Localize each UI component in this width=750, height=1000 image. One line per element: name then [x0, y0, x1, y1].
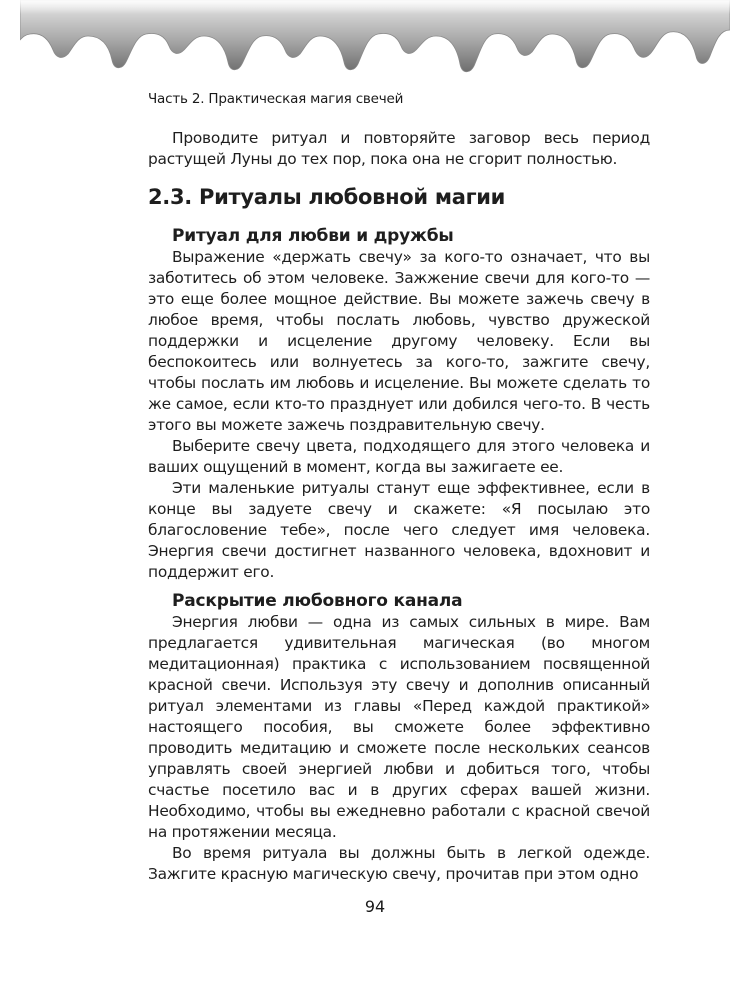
running-header: Часть 2. Практическая магия свечей — [148, 91, 404, 107]
section-title: 2.3. Ритуалы любовной магии — [148, 185, 506, 209]
paragraph: Выражение «держать свечу» за кого-то означает, что вы заботитесь об этом человеке. Зажжение свечи для кого-то — это еще более мощное действие. Вы можете зажечь свечу в любое время, чтобы послать любовь, чувство дружеской поддержки и исцеление другому человеку. Если вы беспокоитесь или волнуетесь за кого-то, зажгите свечу, чтобы послать им любовь и исцеление. Вы можете сделать то же самое, если кто-то празднует или добился чего-то. В честь этого вы можете зажечь поздравительную свечу. — [148, 248, 650, 434]
wax-drip-decoration — [20, 0, 730, 82]
subsection-title: Ритуал для любви и дружбы — [172, 226, 454, 246]
subsection-title: Раскрытие любовного канала — [172, 591, 463, 611]
paragraph: Во время ритуала вы должны быть в легкой одежде. Зажгите красную магическую свечу, прочитав при этом одно — [148, 844, 650, 883]
paragraph: Энергия любви — одна из самых сильных в мире. Вам предлагается удивительная магическая (во многом медитационная) практика с использованием посвященной красной свечи. Используя эту свечу и дополнив описанный ритуал элементами из главы «Перед каждой практикой» настоящего пособия, вы сможете более эффективно проводить медитацию и сможете после нескольких сеансов управлять своей энергией любви и добиться того, чтобы счастье посетило вас и в других сферах вашей жизни. Необходимо, чтобы вы ежедневно работали с красной свечой на протяжении месяца. — [148, 613, 650, 841]
paragraph: Эти маленькие ритуалы станут еще эффективнее, если в конце вы задуете свечу и скажете: «Я посылаю это благословение тебе», после чего следует имя человека. Энергия свечи достигнет названного человека, вдохновит и поддержит его. — [148, 479, 650, 581]
page-number: 94 — [364, 897, 386, 916]
intro-paragraph: Проводите ритуал и повторяйте заговор весь период растущей Луны до тех пор, пока она не сгорит полностью. — [148, 129, 650, 168]
page-body — [148, 128, 650, 885]
paragraph: Выберите свечу цвета, подходящего для этого человека и ваших ощущений в момент, когда вы зажигаете ее. — [148, 437, 650, 476]
